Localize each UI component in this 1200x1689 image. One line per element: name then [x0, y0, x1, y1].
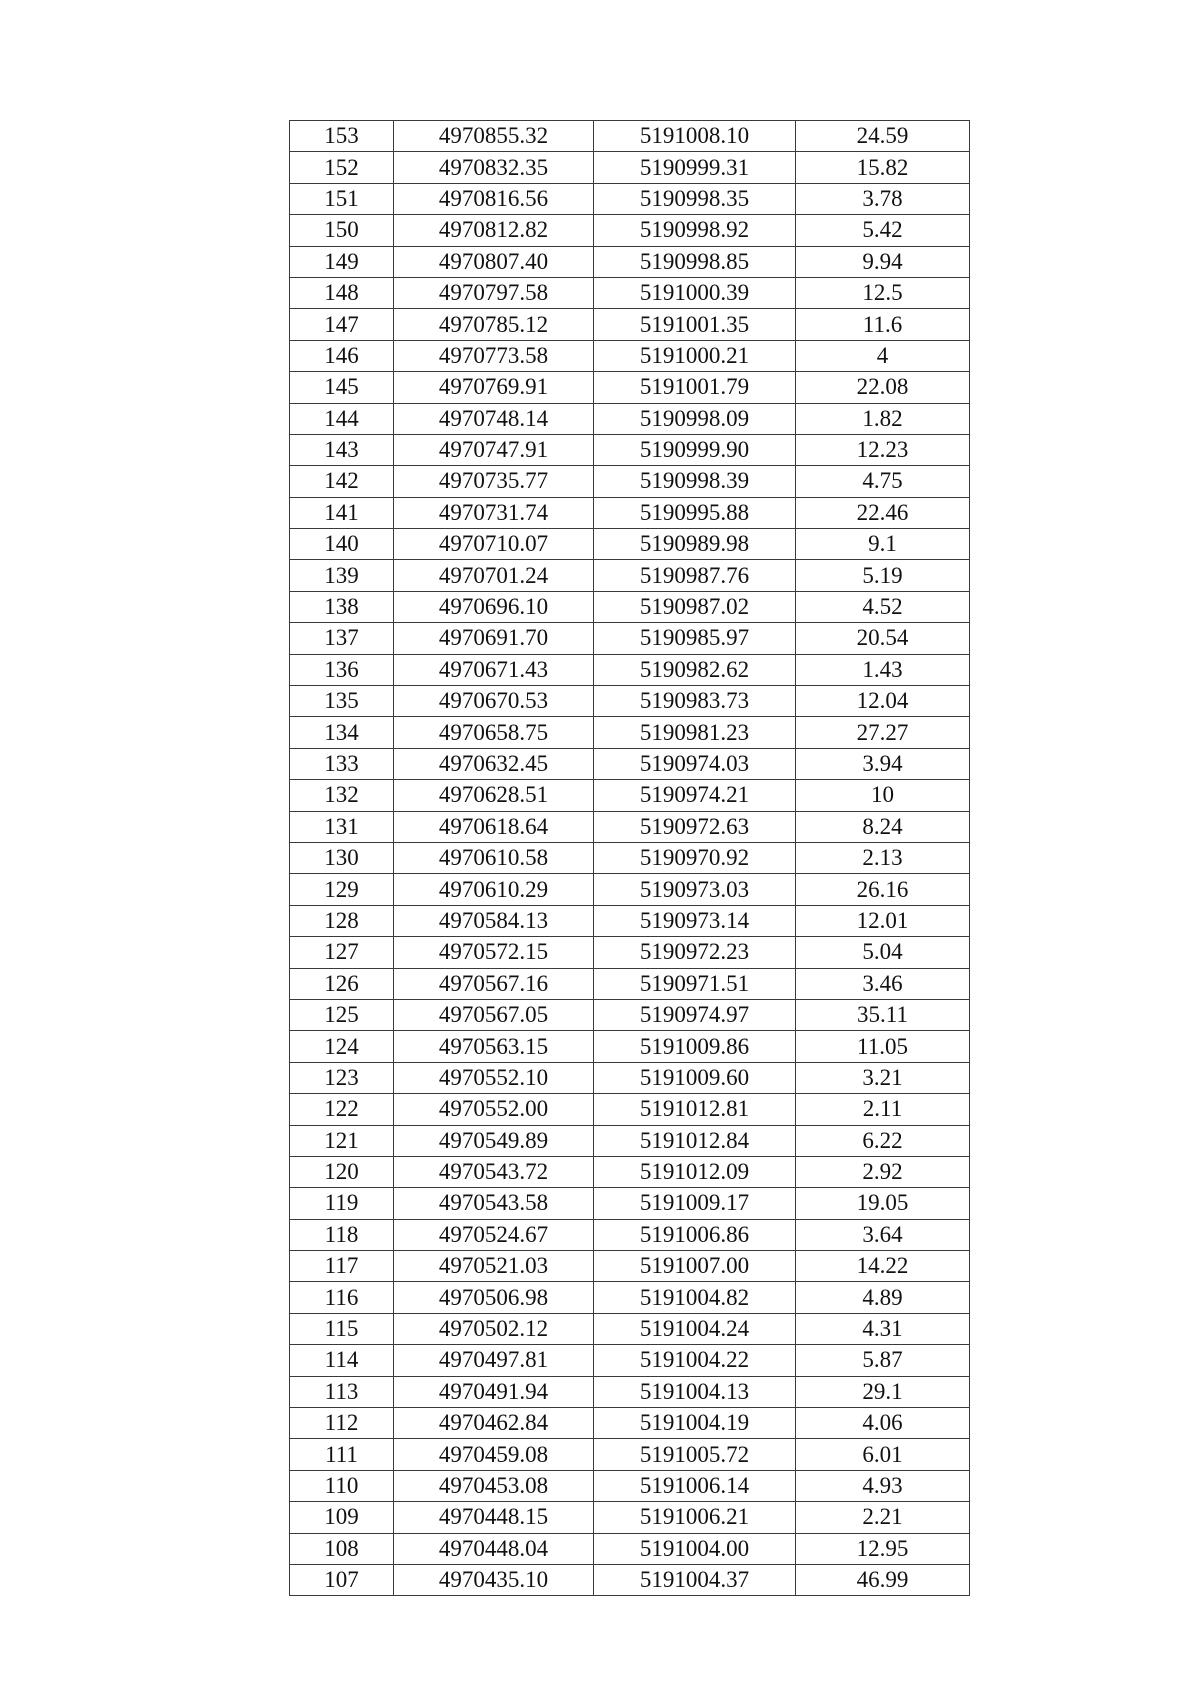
table-row	[290, 1408, 970, 1439]
distance-cell: 12.23	[796, 434, 970, 465]
y-coordinate-cell: 5191000.39	[594, 277, 796, 308]
x-coordinate-cell: 4970807.40	[394, 246, 594, 277]
distance-cell: 14.22	[796, 1251, 970, 1282]
table-row	[290, 1502, 970, 1533]
y-coordinate-cell: 5191004.13	[594, 1376, 796, 1407]
y-coordinate-cell: 5190973.14	[594, 905, 796, 936]
distance-cell: 3.94	[796, 748, 970, 779]
distance-cell: 46.99	[796, 1564, 970, 1595]
coordinates-table	[289, 120, 970, 1596]
x-coordinate-cell: 4970628.51	[394, 780, 594, 811]
x-coordinate-cell: 4970524.67	[394, 1219, 594, 1250]
table-row	[290, 1219, 970, 1250]
point-number-cell: 141	[290, 497, 394, 528]
distance-cell: 4	[796, 340, 970, 371]
distance-cell: 3.78	[796, 183, 970, 214]
table-row	[290, 999, 970, 1030]
y-coordinate-cell: 5190987.76	[594, 560, 796, 591]
y-coordinate-cell: 5190974.21	[594, 780, 796, 811]
point-number-cell: 152	[290, 152, 394, 183]
y-coordinate-cell: 5191006.86	[594, 1219, 796, 1250]
distance-cell: 3.46	[796, 968, 970, 999]
table-row	[290, 1345, 970, 1376]
point-number-cell: 136	[290, 654, 394, 685]
x-coordinate-cell: 4970502.12	[394, 1313, 594, 1344]
y-coordinate-cell: 5191012.84	[594, 1125, 796, 1156]
distance-cell: 5.87	[796, 1345, 970, 1376]
point-number-cell: 132	[290, 780, 394, 811]
table-row	[290, 497, 970, 528]
distance-cell: 6.22	[796, 1125, 970, 1156]
table-row	[290, 623, 970, 654]
distance-cell: 2.92	[796, 1156, 970, 1187]
point-number-cell: 127	[290, 937, 394, 968]
x-coordinate-cell: 4970543.72	[394, 1156, 594, 1187]
table-row	[290, 1125, 970, 1156]
y-coordinate-cell: 5190982.62	[594, 654, 796, 685]
y-coordinate-cell: 5191005.72	[594, 1439, 796, 1470]
point-number-cell: 126	[290, 968, 394, 999]
distance-cell: 12.04	[796, 686, 970, 717]
table-row	[290, 277, 970, 308]
point-number-cell: 135	[290, 686, 394, 717]
table-row	[290, 874, 970, 905]
point-number-cell: 113	[290, 1376, 394, 1407]
x-coordinate-cell: 4970462.84	[394, 1408, 594, 1439]
table-row	[290, 1031, 970, 1062]
x-coordinate-cell: 4970453.08	[394, 1470, 594, 1501]
distance-cell: 3.21	[796, 1062, 970, 1093]
x-coordinate-cell: 4970543.58	[394, 1188, 594, 1219]
point-number-cell: 116	[290, 1282, 394, 1313]
y-coordinate-cell: 5190985.97	[594, 623, 796, 654]
x-coordinate-cell: 4970747.91	[394, 434, 594, 465]
x-coordinate-cell: 4970773.58	[394, 340, 594, 371]
point-number-cell: 137	[290, 623, 394, 654]
point-number-cell: 114	[290, 1345, 394, 1376]
x-coordinate-cell: 4970855.32	[394, 121, 594, 152]
x-coordinate-cell: 4970552.10	[394, 1062, 594, 1093]
y-coordinate-cell: 5191001.35	[594, 309, 796, 340]
x-coordinate-cell: 4970710.07	[394, 529, 594, 560]
table-row	[290, 1533, 970, 1564]
point-number-cell: 111	[290, 1439, 394, 1470]
x-coordinate-cell: 4970563.15	[394, 1031, 594, 1062]
point-number-cell: 149	[290, 246, 394, 277]
table-row	[290, 591, 970, 622]
distance-cell: 9.1	[796, 529, 970, 560]
y-coordinate-cell: 5191009.17	[594, 1188, 796, 1219]
table-row	[290, 905, 970, 936]
distance-cell: 22.08	[796, 372, 970, 403]
table-row	[290, 968, 970, 999]
distance-cell: 12.95	[796, 1533, 970, 1564]
table-row	[290, 1313, 970, 1344]
x-coordinate-cell: 4970748.14	[394, 403, 594, 434]
point-number-cell: 144	[290, 403, 394, 434]
point-number-cell: 125	[290, 999, 394, 1030]
y-coordinate-cell: 5191004.24	[594, 1313, 796, 1344]
table-row	[290, 717, 970, 748]
distance-cell: 5.42	[796, 215, 970, 246]
x-coordinate-cell: 4970731.74	[394, 497, 594, 528]
distance-cell: 11.6	[796, 309, 970, 340]
point-number-cell: 122	[290, 1094, 394, 1125]
table-row	[290, 654, 970, 685]
table-row	[290, 372, 970, 403]
point-number-cell: 143	[290, 434, 394, 465]
x-coordinate-cell: 4970459.08	[394, 1439, 594, 1470]
point-number-cell: 146	[290, 340, 394, 371]
distance-cell: 4.93	[796, 1470, 970, 1501]
distance-cell: 26.16	[796, 874, 970, 905]
x-coordinate-cell: 4970567.16	[394, 968, 594, 999]
point-number-cell: 118	[290, 1219, 394, 1250]
point-number-cell: 119	[290, 1188, 394, 1219]
point-number-cell: 107	[290, 1564, 394, 1595]
x-coordinate-cell: 4970670.53	[394, 686, 594, 717]
y-coordinate-cell: 5191007.00	[594, 1251, 796, 1282]
point-number-cell: 123	[290, 1062, 394, 1093]
distance-cell: 5.19	[796, 560, 970, 591]
y-coordinate-cell: 5190972.23	[594, 937, 796, 968]
y-coordinate-cell: 5190974.03	[594, 748, 796, 779]
y-coordinate-cell: 5190999.90	[594, 434, 796, 465]
y-coordinate-cell: 5191004.22	[594, 1345, 796, 1376]
x-coordinate-cell: 4970618.64	[394, 811, 594, 842]
distance-cell: 11.05	[796, 1031, 970, 1062]
table-row	[290, 686, 970, 717]
point-number-cell: 142	[290, 466, 394, 497]
distance-cell: 22.46	[796, 497, 970, 528]
table-row	[290, 1188, 970, 1219]
point-number-cell: 147	[290, 309, 394, 340]
y-coordinate-cell: 5190998.92	[594, 215, 796, 246]
y-coordinate-cell: 5190981.23	[594, 717, 796, 748]
distance-cell: 6.01	[796, 1439, 970, 1470]
distance-cell: 8.24	[796, 811, 970, 842]
x-coordinate-cell: 4970671.43	[394, 654, 594, 685]
distance-cell: 20.54	[796, 623, 970, 654]
point-number-cell: 115	[290, 1313, 394, 1344]
point-number-cell: 109	[290, 1502, 394, 1533]
x-coordinate-cell: 4970816.56	[394, 183, 594, 214]
x-coordinate-cell: 4970797.58	[394, 277, 594, 308]
distance-cell: 9.94	[796, 246, 970, 277]
distance-cell: 2.11	[796, 1094, 970, 1125]
point-number-cell: 133	[290, 748, 394, 779]
table-row	[290, 309, 970, 340]
y-coordinate-cell: 5191012.81	[594, 1094, 796, 1125]
distance-cell: 4.31	[796, 1313, 970, 1344]
point-number-cell: 140	[290, 529, 394, 560]
y-coordinate-cell: 5190983.73	[594, 686, 796, 717]
x-coordinate-cell: 4970552.00	[394, 1094, 594, 1125]
table-row	[290, 1156, 970, 1187]
y-coordinate-cell: 5190999.31	[594, 152, 796, 183]
table-row	[290, 1251, 970, 1282]
x-coordinate-cell: 4970769.91	[394, 372, 594, 403]
distance-cell: 27.27	[796, 717, 970, 748]
y-coordinate-cell: 5191004.19	[594, 1408, 796, 1439]
y-coordinate-cell: 5191009.60	[594, 1062, 796, 1093]
distance-cell: 1.43	[796, 654, 970, 685]
table-row	[290, 215, 970, 246]
table-row	[290, 560, 970, 591]
distance-cell: 10	[796, 780, 970, 811]
x-coordinate-cell: 4970735.77	[394, 466, 594, 497]
distance-cell: 5.04	[796, 937, 970, 968]
x-coordinate-cell: 4970491.94	[394, 1376, 594, 1407]
x-coordinate-cell: 4970785.12	[394, 309, 594, 340]
table-row	[290, 403, 970, 434]
x-coordinate-cell: 4970610.58	[394, 842, 594, 873]
point-number-cell: 150	[290, 215, 394, 246]
table-row	[290, 811, 970, 842]
point-number-cell: 128	[290, 905, 394, 936]
distance-cell: 29.1	[796, 1376, 970, 1407]
x-coordinate-cell: 4970448.04	[394, 1533, 594, 1564]
table-row	[290, 246, 970, 277]
point-number-cell: 110	[290, 1470, 394, 1501]
point-number-cell: 124	[290, 1031, 394, 1062]
x-coordinate-cell: 4970567.05	[394, 999, 594, 1030]
y-coordinate-cell: 5191001.79	[594, 372, 796, 403]
y-coordinate-cell: 5190974.97	[594, 999, 796, 1030]
point-number-cell: 139	[290, 560, 394, 591]
x-coordinate-cell: 4970610.29	[394, 874, 594, 905]
table-row	[290, 1282, 970, 1313]
x-coordinate-cell: 4970691.70	[394, 623, 594, 654]
table-row	[290, 152, 970, 183]
x-coordinate-cell: 4970435.10	[394, 1564, 594, 1595]
y-coordinate-cell: 5190973.03	[594, 874, 796, 905]
distance-cell: 1.82	[796, 403, 970, 434]
y-coordinate-cell: 5190995.88	[594, 497, 796, 528]
distance-cell: 35.11	[796, 999, 970, 1030]
y-coordinate-cell: 5191008.10	[594, 121, 796, 152]
x-coordinate-cell: 4970701.24	[394, 560, 594, 591]
table-row	[290, 183, 970, 214]
x-coordinate-cell: 4970497.81	[394, 1345, 594, 1376]
point-number-cell: 130	[290, 842, 394, 873]
point-number-cell: 145	[290, 372, 394, 403]
x-coordinate-cell: 4970812.82	[394, 215, 594, 246]
table-row	[290, 1564, 970, 1595]
point-number-cell: 134	[290, 717, 394, 748]
distance-cell: 3.64	[796, 1219, 970, 1250]
table-row	[290, 842, 970, 873]
point-number-cell: 108	[290, 1533, 394, 1564]
distance-cell: 19.05	[796, 1188, 970, 1219]
y-coordinate-cell: 5190987.02	[594, 591, 796, 622]
x-coordinate-cell: 4970572.15	[394, 937, 594, 968]
distance-cell: 4.89	[796, 1282, 970, 1313]
y-coordinate-cell: 5191004.37	[594, 1564, 796, 1595]
point-number-cell: 138	[290, 591, 394, 622]
table-row	[290, 748, 970, 779]
table-row	[290, 434, 970, 465]
table-row	[290, 780, 970, 811]
y-coordinate-cell: 5191012.09	[594, 1156, 796, 1187]
table-row	[290, 1062, 970, 1093]
point-number-cell: 148	[290, 277, 394, 308]
point-number-cell: 112	[290, 1408, 394, 1439]
table-row	[290, 466, 970, 497]
distance-cell: 4.06	[796, 1408, 970, 1439]
point-number-cell: 129	[290, 874, 394, 905]
x-coordinate-cell: 4970448.15	[394, 1502, 594, 1533]
y-coordinate-cell: 5190998.09	[594, 403, 796, 434]
point-number-cell: 120	[290, 1156, 394, 1187]
table-row	[290, 1094, 970, 1125]
x-coordinate-cell: 4970549.89	[394, 1125, 594, 1156]
table-row	[290, 1376, 970, 1407]
x-coordinate-cell: 4970632.45	[394, 748, 594, 779]
distance-cell: 2.13	[796, 842, 970, 873]
point-number-cell: 153	[290, 121, 394, 152]
y-coordinate-cell: 5190971.51	[594, 968, 796, 999]
y-coordinate-cell: 5191006.21	[594, 1502, 796, 1533]
x-coordinate-cell: 4970832.35	[394, 152, 594, 183]
y-coordinate-cell: 5190998.35	[594, 183, 796, 214]
table-row	[290, 1439, 970, 1470]
y-coordinate-cell: 5190998.85	[594, 246, 796, 277]
distance-cell: 12.5	[796, 277, 970, 308]
y-coordinate-cell: 5190972.63	[594, 811, 796, 842]
table-row	[290, 121, 970, 152]
distance-cell: 15.82	[796, 152, 970, 183]
y-coordinate-cell: 5191004.82	[594, 1282, 796, 1313]
y-coordinate-cell: 5190970.92	[594, 842, 796, 873]
x-coordinate-cell: 4970506.98	[394, 1282, 594, 1313]
y-coordinate-cell: 5191006.14	[594, 1470, 796, 1501]
distance-cell: 4.52	[796, 591, 970, 622]
y-coordinate-cell: 5191009.86	[594, 1031, 796, 1062]
x-coordinate-cell: 4970658.75	[394, 717, 594, 748]
distance-cell: 4.75	[796, 466, 970, 497]
table-row	[290, 529, 970, 560]
coordinates-table-body	[290, 121, 970, 1596]
x-coordinate-cell: 4970696.10	[394, 591, 594, 622]
y-coordinate-cell: 5191000.21	[594, 340, 796, 371]
distance-cell: 2.21	[796, 1502, 970, 1533]
table-row	[290, 937, 970, 968]
point-number-cell: 131	[290, 811, 394, 842]
point-number-cell: 117	[290, 1251, 394, 1282]
point-number-cell: 121	[290, 1125, 394, 1156]
point-number-cell: 151	[290, 183, 394, 214]
table-row	[290, 1470, 970, 1501]
y-coordinate-cell: 5191004.00	[594, 1533, 796, 1564]
y-coordinate-cell: 5190989.98	[594, 529, 796, 560]
table-row	[290, 340, 970, 371]
x-coordinate-cell: 4970584.13	[394, 905, 594, 936]
x-coordinate-cell: 4970521.03	[394, 1251, 594, 1282]
y-coordinate-cell: 5190998.39	[594, 466, 796, 497]
distance-cell: 12.01	[796, 905, 970, 936]
distance-cell: 24.59	[796, 121, 970, 152]
